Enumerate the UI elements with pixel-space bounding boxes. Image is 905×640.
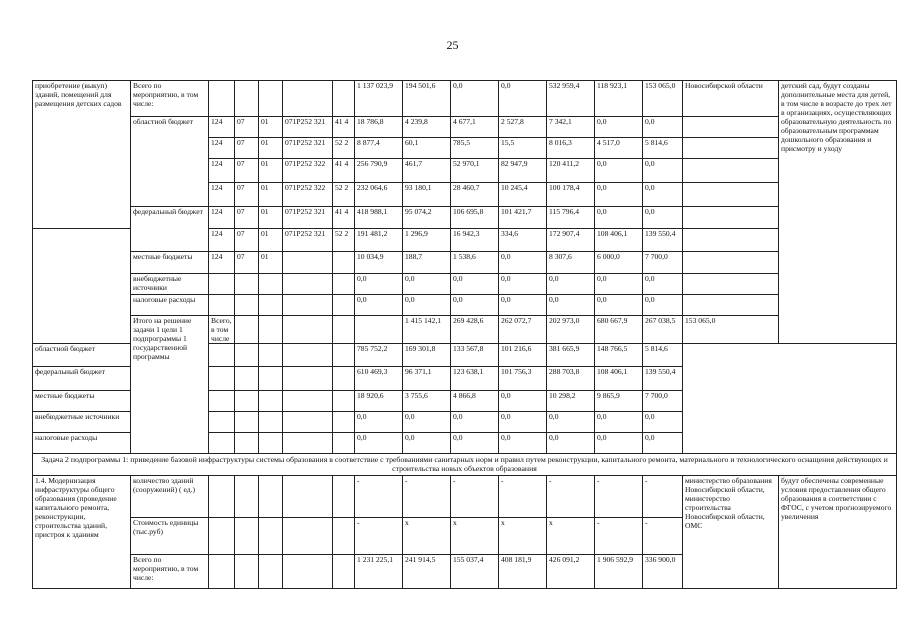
executor-cell <box>683 138 779 159</box>
value-cell <box>283 412 333 433</box>
value-cell: 10 245,4 <box>499 183 547 207</box>
value-cell <box>283 433 333 454</box>
result-cell: будут обеспечены современные условия предоставления общего образования в соответствии с ФГОС, с учетом прогнозируемого увеличения <box>779 476 897 589</box>
value-cell: 418 988,1 <box>355 207 403 229</box>
value-cell: 28 460,7 <box>451 183 499 207</box>
value-cell: 01 <box>259 229 283 252</box>
value-cell <box>333 412 355 433</box>
funding-source-cell: Всего по мероприятию, в том числе: <box>131 555 209 589</box>
item-name-cell <box>33 229 131 344</box>
value-cell: 0,0 <box>451 412 499 433</box>
value-cell: - <box>451 476 499 518</box>
value-cell: 785,5 <box>451 138 499 159</box>
executor-cell <box>683 207 779 229</box>
funding-source-cell: внебюджетные источники <box>131 274 209 295</box>
value-cell <box>333 433 355 454</box>
value-cell: 120 411,2 <box>547 159 595 183</box>
value-cell: 101 756,3 <box>499 367 547 391</box>
value-cell: 6 000,0 <box>595 252 643 274</box>
value-cell: х <box>547 518 595 555</box>
value-cell: 0,0 <box>499 412 547 433</box>
value-cell: 532 959,4 <box>547 81 595 117</box>
value-cell: 7 342,1 <box>547 117 595 138</box>
funding-source-cell: Стоимость единицы (тыс.руб) <box>131 518 209 555</box>
value-cell: 0,0 <box>451 81 499 117</box>
value-cell: 124 <box>209 138 235 159</box>
value-cell: - <box>643 476 683 518</box>
value-cell: 071P252 322 <box>283 183 333 207</box>
value-cell: 101 421,7 <box>499 207 547 229</box>
value-cell: 0,0 <box>643 159 683 183</box>
value-cell: - <box>547 476 595 518</box>
value-cell: 408 181,9 <box>499 555 547 589</box>
value-cell: 0,0 <box>355 274 403 295</box>
value-cell: 8 307,6 <box>547 252 595 274</box>
executor-cell: министерство образования Новосибирской области, министерство строительства Новосибирской области, ОМС <box>683 476 779 589</box>
table-row <box>33 252 897 274</box>
value-cell: 0,0 <box>547 433 595 454</box>
value-cell: 0,0 <box>643 207 683 229</box>
value-cell: 108 406,1 <box>595 229 643 252</box>
value-cell: 0,0 <box>595 433 643 454</box>
value-cell: 194 501,6 <box>403 81 451 117</box>
executor-cell <box>683 295 779 316</box>
value-cell: 202 973,0 <box>547 316 595 344</box>
value-cell: 0,0 <box>547 295 595 316</box>
value-cell: 52 970,1 <box>451 159 499 183</box>
value-cell <box>259 433 283 454</box>
value-cell: 123 638,1 <box>451 367 499 391</box>
value-cell: 7 700,0 <box>643 391 683 412</box>
value-cell: 07 <box>235 159 259 183</box>
value-cell: 01 <box>259 252 283 274</box>
value-cell: 07 <box>235 117 259 138</box>
value-cell: 0,0 <box>355 433 403 454</box>
value-cell: 0,0 <box>547 412 595 433</box>
executor-cell <box>683 159 779 183</box>
value-cell: 785 752,2 <box>355 344 403 367</box>
value-cell: 155 037,4 <box>451 555 499 589</box>
funding-source-cell: федеральный бюджет <box>131 207 209 252</box>
value-cell: 0,0 <box>499 81 547 117</box>
value-cell: - <box>595 476 643 518</box>
value-cell <box>283 555 333 589</box>
value-cell: 52 2 <box>333 183 355 207</box>
value-cell <box>259 81 283 117</box>
value-cell: 256 790,9 <box>355 159 403 183</box>
value-cell: 241 914,5 <box>403 555 451 589</box>
value-cell <box>283 476 333 518</box>
table-row <box>33 316 897 344</box>
value-cell: 153 065,0 <box>643 81 683 117</box>
value-cell: 1 415 142,1 <box>403 316 451 344</box>
table-row <box>33 117 897 138</box>
value-cell: 288 703,8 <box>547 367 595 391</box>
value-cell: 124 <box>209 252 235 274</box>
value-cell: 1 906 592,9 <box>595 555 643 589</box>
value-cell: - <box>595 518 643 555</box>
item-name-cell: Итого на решение задачи 1 цели 1 подпрограммы 1 государственной программы <box>131 316 209 454</box>
value-cell: 0,0 <box>595 183 643 207</box>
value-cell: 0,0 <box>499 252 547 274</box>
value-cell: 8 877,4 <box>355 138 403 159</box>
value-cell: 15,5 <box>499 138 547 159</box>
value-cell: 334,6 <box>499 229 547 252</box>
result-cell: детский сад, будут созданы дополнительные места для детей, в том числе в возрасте до трех лет в организациях, осуществляющих образовательную деятельность по образовательным программам дошкольного образования и присмотру и уходу <box>779 81 897 344</box>
value-cell: 426 091,2 <box>547 555 595 589</box>
funding-source-cell: налоговые расходы <box>33 433 131 454</box>
value-cell <box>259 316 283 344</box>
value-cell <box>333 367 355 391</box>
value-cell: 2 527,8 <box>499 117 547 138</box>
budget-table-wrap <box>32 80 892 589</box>
value-cell <box>235 555 259 589</box>
value-cell <box>333 81 355 117</box>
value-cell <box>355 316 403 344</box>
value-cell: 4 866,8 <box>451 391 499 412</box>
value-cell <box>283 518 333 555</box>
funding-source-cell: внебюджетные источники <box>33 412 131 433</box>
value-cell: 07 <box>235 252 259 274</box>
value-cell <box>209 81 235 117</box>
value-cell <box>259 367 283 391</box>
task-title-cell: Задача 2 подпрограммы 1: приведение базовой инфраструктуры системы образования в соответствие с требованиями санитарных норм и правил путем реконструкции, капитального ремонта, материального и технологического оснащения действующих и строительства новых объектов образования <box>33 454 897 476</box>
value-cell: 0,0 <box>403 274 451 295</box>
value-cell: 0,0 <box>643 183 683 207</box>
value-cell <box>283 316 333 344</box>
executor-cell <box>683 183 779 207</box>
value-cell: 071P252 321 <box>283 229 333 252</box>
value-cell: - <box>499 476 547 518</box>
task-row <box>33 454 897 476</box>
value-cell: 100 178,4 <box>547 183 595 207</box>
value-cell: 01 <box>259 117 283 138</box>
value-cell: 124 <box>209 117 235 138</box>
value-cell <box>283 344 333 367</box>
value-cell: 124 <box>209 207 235 229</box>
value-cell: 124 <box>209 229 235 252</box>
table-row <box>33 295 897 316</box>
value-cell <box>259 518 283 555</box>
value-cell <box>333 295 355 316</box>
value-cell <box>235 295 259 316</box>
value-cell <box>235 391 259 412</box>
funding-source-cell: налоговые расходы <box>131 295 209 316</box>
value-cell: 07 <box>235 183 259 207</box>
value-cell: 0,0 <box>595 295 643 316</box>
value-cell <box>209 367 235 391</box>
value-cell: 381 665,9 <box>547 344 595 367</box>
value-cell: 139 550,4 <box>643 229 683 252</box>
value-cell: 4 239,8 <box>403 117 451 138</box>
value-cell: х <box>403 518 451 555</box>
value-cell <box>235 316 259 344</box>
value-cell: 0,0 <box>403 295 451 316</box>
table-row <box>33 476 897 518</box>
value-cell: 153 065,0 <box>683 316 779 344</box>
funding-source-cell: федеральный бюджет <box>33 367 131 391</box>
value-cell: 172 907,4 <box>547 229 595 252</box>
value-cell: 4 677,1 <box>451 117 499 138</box>
value-cell: 41 4 <box>333 117 355 138</box>
value-cell: 01 <box>259 207 283 229</box>
value-cell <box>283 81 333 117</box>
value-cell: 0,0 <box>595 207 643 229</box>
value-cell: 133 567,8 <box>451 344 499 367</box>
value-cell <box>235 476 259 518</box>
value-cell: 0,0 <box>595 159 643 183</box>
value-cell <box>209 412 235 433</box>
funding-source-cell: Всего по мероприятию, в том числе: <box>131 81 209 117</box>
value-cell: 118 923,1 <box>595 81 643 117</box>
value-cell <box>209 274 235 295</box>
value-cell: 1 296,9 <box>403 229 451 252</box>
value-cell: 4 517,0 <box>595 138 643 159</box>
value-cell: 95 074,2 <box>403 207 451 229</box>
executor-cell <box>683 117 779 138</box>
table-row <box>33 81 897 117</box>
funding-source-cell: местные бюджеты <box>131 252 209 274</box>
value-cell <box>283 367 333 391</box>
budget-table <box>32 80 897 589</box>
value-cell <box>209 433 235 454</box>
funding-source-cell: областной бюджет <box>131 117 209 207</box>
value-cell <box>333 391 355 412</box>
executor-cell <box>683 252 779 274</box>
value-cell: 0,0 <box>451 274 499 295</box>
value-cell <box>209 555 235 589</box>
value-cell: 108 406,1 <box>595 367 643 391</box>
value-cell <box>283 252 333 274</box>
value-cell: 0,0 <box>499 433 547 454</box>
value-cell <box>333 518 355 555</box>
value-cell: 191 481,2 <box>355 229 403 252</box>
value-cell: 0,0 <box>595 117 643 138</box>
value-cell <box>283 295 333 316</box>
value-cell: 1 231 225,1 <box>355 555 403 589</box>
value-cell: 262 072,7 <box>499 316 547 344</box>
value-cell: 16 942,3 <box>451 229 499 252</box>
value-cell: 3 755,6 <box>403 391 451 412</box>
value-cell: 0,0 <box>355 295 403 316</box>
value-cell: 07 <box>235 207 259 229</box>
value-cell: 101 216,6 <box>499 344 547 367</box>
value-cell: 9 865,9 <box>595 391 643 412</box>
value-cell: 461,7 <box>403 159 451 183</box>
value-cell: 0,0 <box>403 412 451 433</box>
value-cell: х <box>499 518 547 555</box>
value-cell: 267 038,5 <box>643 316 683 344</box>
value-cell: 5 814,6 <box>643 138 683 159</box>
value-cell: 124 <box>209 183 235 207</box>
value-cell: 071P252 321 <box>283 117 333 138</box>
value-cell: 8 016,3 <box>547 138 595 159</box>
value-cell: 0,0 <box>499 295 547 316</box>
value-cell: 0,0 <box>355 412 403 433</box>
value-cell: 0,0 <box>595 274 643 295</box>
value-cell <box>235 344 259 367</box>
value-cell <box>259 295 283 316</box>
value-cell <box>235 81 259 117</box>
value-cell: 139 550,4 <box>643 367 683 391</box>
value-cell <box>209 518 235 555</box>
value-cell: 0,0 <box>547 274 595 295</box>
value-cell <box>283 274 333 295</box>
value-cell <box>259 391 283 412</box>
value-cell: - <box>643 518 683 555</box>
value-cell: 336 900,0 <box>643 555 683 589</box>
value-cell: 188,7 <box>403 252 451 274</box>
value-cell <box>259 476 283 518</box>
value-cell: 0,0 <box>499 391 547 412</box>
value-cell: 106 695,8 <box>451 207 499 229</box>
value-cell: - <box>355 518 403 555</box>
value-cell: 169 301,8 <box>403 344 451 367</box>
value-cell: х <box>451 518 499 555</box>
value-cell <box>259 412 283 433</box>
value-cell: 0,0 <box>643 433 683 454</box>
executor-cell <box>683 274 779 295</box>
value-cell: 115 796,4 <box>547 207 595 229</box>
value-cell <box>283 391 333 412</box>
value-cell: 071P252 322 <box>283 159 333 183</box>
value-cell: 10 034,9 <box>355 252 403 274</box>
value-cell: 7 700,0 <box>643 252 683 274</box>
value-cell: 0,0 <box>595 412 643 433</box>
value-cell: 269 428,6 <box>451 316 499 344</box>
value-cell <box>333 555 355 589</box>
table-row <box>33 207 897 229</box>
value-cell: 0,0 <box>643 295 683 316</box>
value-cell <box>235 274 259 295</box>
value-cell <box>259 344 283 367</box>
item-name-cell: приобретение (выкуп) зданий, помещений для размещения детских садов <box>33 81 131 229</box>
value-cell: 0,0 <box>643 117 683 138</box>
value-cell: 18 786,8 <box>355 117 403 138</box>
value-cell: 93 180,1 <box>403 183 451 207</box>
value-cell: 1 137 023,9 <box>355 81 403 117</box>
value-cell <box>333 344 355 367</box>
value-cell: 0,0 <box>499 274 547 295</box>
value-cell <box>209 344 235 367</box>
value-cell: 0,0 <box>403 433 451 454</box>
value-cell: 01 <box>259 183 283 207</box>
funding-source-cell: местные бюджеты <box>33 391 131 412</box>
value-cell: 680 667,9 <box>595 316 643 344</box>
value-cell: 41 4 <box>333 207 355 229</box>
funding-source-cell: областной бюджет <box>33 344 131 367</box>
value-cell <box>209 295 235 316</box>
item-name-cell: 1.4. Модернизация инфраструктуры общего образования (проведение капитального ремонта, реконструкции, строительства зданий, пристроя к зданиям <box>33 476 131 589</box>
table-row <box>33 274 897 295</box>
value-cell <box>235 412 259 433</box>
executor-cell: Новосибирской области <box>683 81 779 117</box>
value-cell <box>333 316 355 344</box>
value-cell <box>209 476 235 518</box>
value-cell: 07 <box>235 229 259 252</box>
value-cell: 52 2 <box>333 138 355 159</box>
value-cell: 18 920,6 <box>355 391 403 412</box>
value-cell: 52 2 <box>333 229 355 252</box>
value-cell <box>235 518 259 555</box>
value-cell: 5 814,6 <box>643 344 683 367</box>
value-cell: 10 298,2 <box>547 391 595 412</box>
value-cell: 148 766,5 <box>595 344 643 367</box>
value-cell: 01 <box>259 159 283 183</box>
value-cell: 01 <box>259 138 283 159</box>
funding-source-cell: Всего, в том числе <box>209 316 235 344</box>
value-cell: 0,0 <box>451 433 499 454</box>
value-cell <box>235 433 259 454</box>
value-cell: 610 469,3 <box>355 367 403 391</box>
value-cell: 41 4 <box>333 159 355 183</box>
page-number: 25 <box>446 38 459 52</box>
funding-source-cell: количество зданий (сооружений) ( ед.) <box>131 476 209 518</box>
value-cell: 071P252 321 <box>283 207 333 229</box>
value-cell: 96 371,1 <box>403 367 451 391</box>
value-cell: 60,1 <box>403 138 451 159</box>
value-cell: 82 947,9 <box>499 159 547 183</box>
value-cell <box>235 367 259 391</box>
value-cell <box>333 252 355 274</box>
value-cell <box>259 555 283 589</box>
value-cell: 0,0 <box>643 412 683 433</box>
value-cell: 0,0 <box>643 274 683 295</box>
value-cell <box>209 391 235 412</box>
value-cell <box>333 274 355 295</box>
value-cell: - <box>403 476 451 518</box>
value-cell: 1 538,6 <box>451 252 499 274</box>
value-cell: 124 <box>209 159 235 183</box>
value-cell <box>333 476 355 518</box>
value-cell: 07 <box>235 138 259 159</box>
value-cell: - <box>355 476 403 518</box>
value-cell: 071P252 321 <box>283 138 333 159</box>
value-cell: 0,0 <box>451 295 499 316</box>
executor-cell <box>683 229 779 252</box>
value-cell: 232 064,6 <box>355 183 403 207</box>
value-cell <box>259 274 283 295</box>
